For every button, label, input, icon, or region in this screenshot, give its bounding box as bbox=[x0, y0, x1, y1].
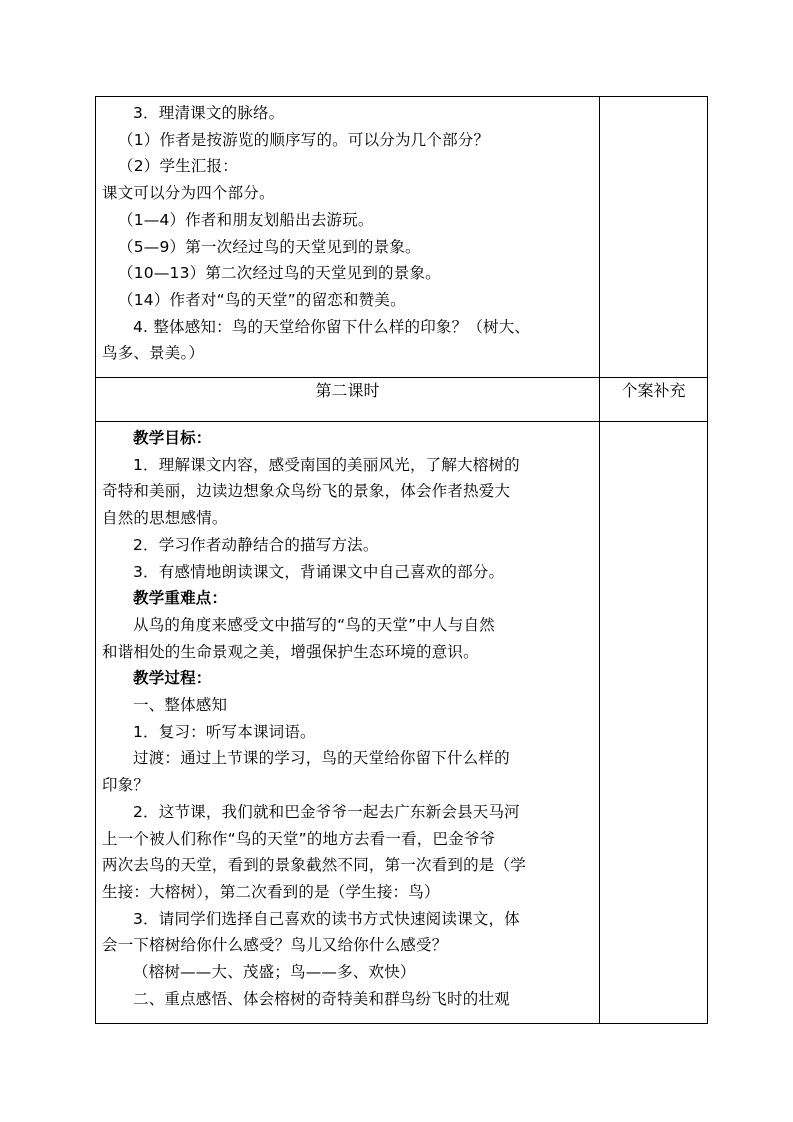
text-line: 和谐相处的生命景观之美，增强保护生态环境的意识。 bbox=[102, 642, 479, 661]
lesson-header-row bbox=[96, 378, 708, 422]
supplement-label: 个案补充 bbox=[600, 378, 708, 422]
section-heading: 教学过程： bbox=[133, 669, 212, 688]
text-line: （2）学生汇报： bbox=[118, 157, 238, 176]
text-line: 4. 整体感知：鸟的天堂给你留下什么样的印象？（树大、 bbox=[133, 317, 531, 336]
text-line: （14）作者对“鸟的天堂”的留恋和赞美。 bbox=[118, 290, 406, 309]
text-line: 印象？ bbox=[102, 776, 150, 795]
text-line: 两次去鸟的天堂，看到的景象截然不同，第一次看到的是（学 bbox=[102, 856, 526, 875]
section-heading: 教学目标： bbox=[133, 429, 212, 448]
text-line: 从鸟的角度来感受文中描写的“鸟的天堂”中人与自然 bbox=[133, 615, 495, 634]
text-line: 过渡：通过上节课的学习，鸟的天堂给你留下什么样的 bbox=[133, 749, 510, 768]
text-line: 2．这节课，我们就和巴金爷爷一起去广东新会县天马河 bbox=[133, 802, 520, 821]
section-1-side-cell bbox=[600, 97, 708, 378]
text-line: （10—13）第二次经过鸟的天堂见到的景象。 bbox=[118, 264, 441, 283]
section-2-text bbox=[96, 422, 599, 1022]
section-2-side-cell bbox=[600, 422, 708, 1023]
text-line: 会一下榕树给你什么感受？鸟儿又给你什么感受？ bbox=[102, 936, 448, 955]
text-line: 鸟多、景美。） bbox=[102, 344, 205, 363]
text-line: （1—4）作者和朋友划船出去游玩。 bbox=[118, 210, 374, 229]
text-line: 一、整体感知 bbox=[133, 696, 228, 715]
text-line: 3．请同学们选择自己喜欢的读书方式快速阅读课文，体 bbox=[133, 909, 520, 928]
text-line: 2．学习作者动静结合的描写方法。 bbox=[133, 535, 379, 554]
section-heading: 教学重难点： bbox=[133, 589, 228, 608]
text-line: 课文可以分为四个部分。 bbox=[102, 184, 275, 203]
text-line: 奇特和美丽，边读边想象众鸟纷飞的景象，体会作者热爱大 bbox=[102, 482, 511, 501]
text-line: 自然的思想感情。 bbox=[102, 509, 228, 528]
text-line: （榕树——大、茂盛；鸟——多、欢快） bbox=[133, 963, 416, 982]
section-1-text bbox=[96, 97, 599, 377]
text-line: 上一个被人们称作“鸟的天堂”的地方去看一看，巴金爷爷 bbox=[102, 829, 496, 848]
lesson-plan-table bbox=[95, 96, 708, 1024]
text-line: 生接：大榕树），第二次看到的是（学生接：鸟） bbox=[102, 882, 440, 901]
section-2-row bbox=[96, 422, 708, 1023]
text-line: 1．理解课文内容，感受南国的美丽风光，了解大榕树的 bbox=[133, 455, 520, 474]
section-2-content bbox=[96, 422, 600, 1023]
section-1-row bbox=[96, 97, 708, 378]
text-line: 3．理清课文的脉络。 bbox=[133, 104, 285, 122]
text-line: （5—9）第一次经过鸟的天堂见到的景象。 bbox=[118, 237, 421, 256]
section-1-content bbox=[96, 97, 600, 378]
lesson-title: 第二课时 bbox=[96, 378, 600, 422]
text-line: （1）作者是按游览的顺序写的。可以分为几个部分？ bbox=[118, 130, 490, 149]
text-line: 二、重点感悟、体会榕树的奇特美和群鸟纷飞时的壮观 bbox=[133, 989, 510, 1008]
text-line: 1．复习：听写本课词语。 bbox=[133, 722, 316, 741]
text-line: 3．有感情地朗读课文，背诵课文中自己喜欢的部分。 bbox=[133, 562, 505, 581]
